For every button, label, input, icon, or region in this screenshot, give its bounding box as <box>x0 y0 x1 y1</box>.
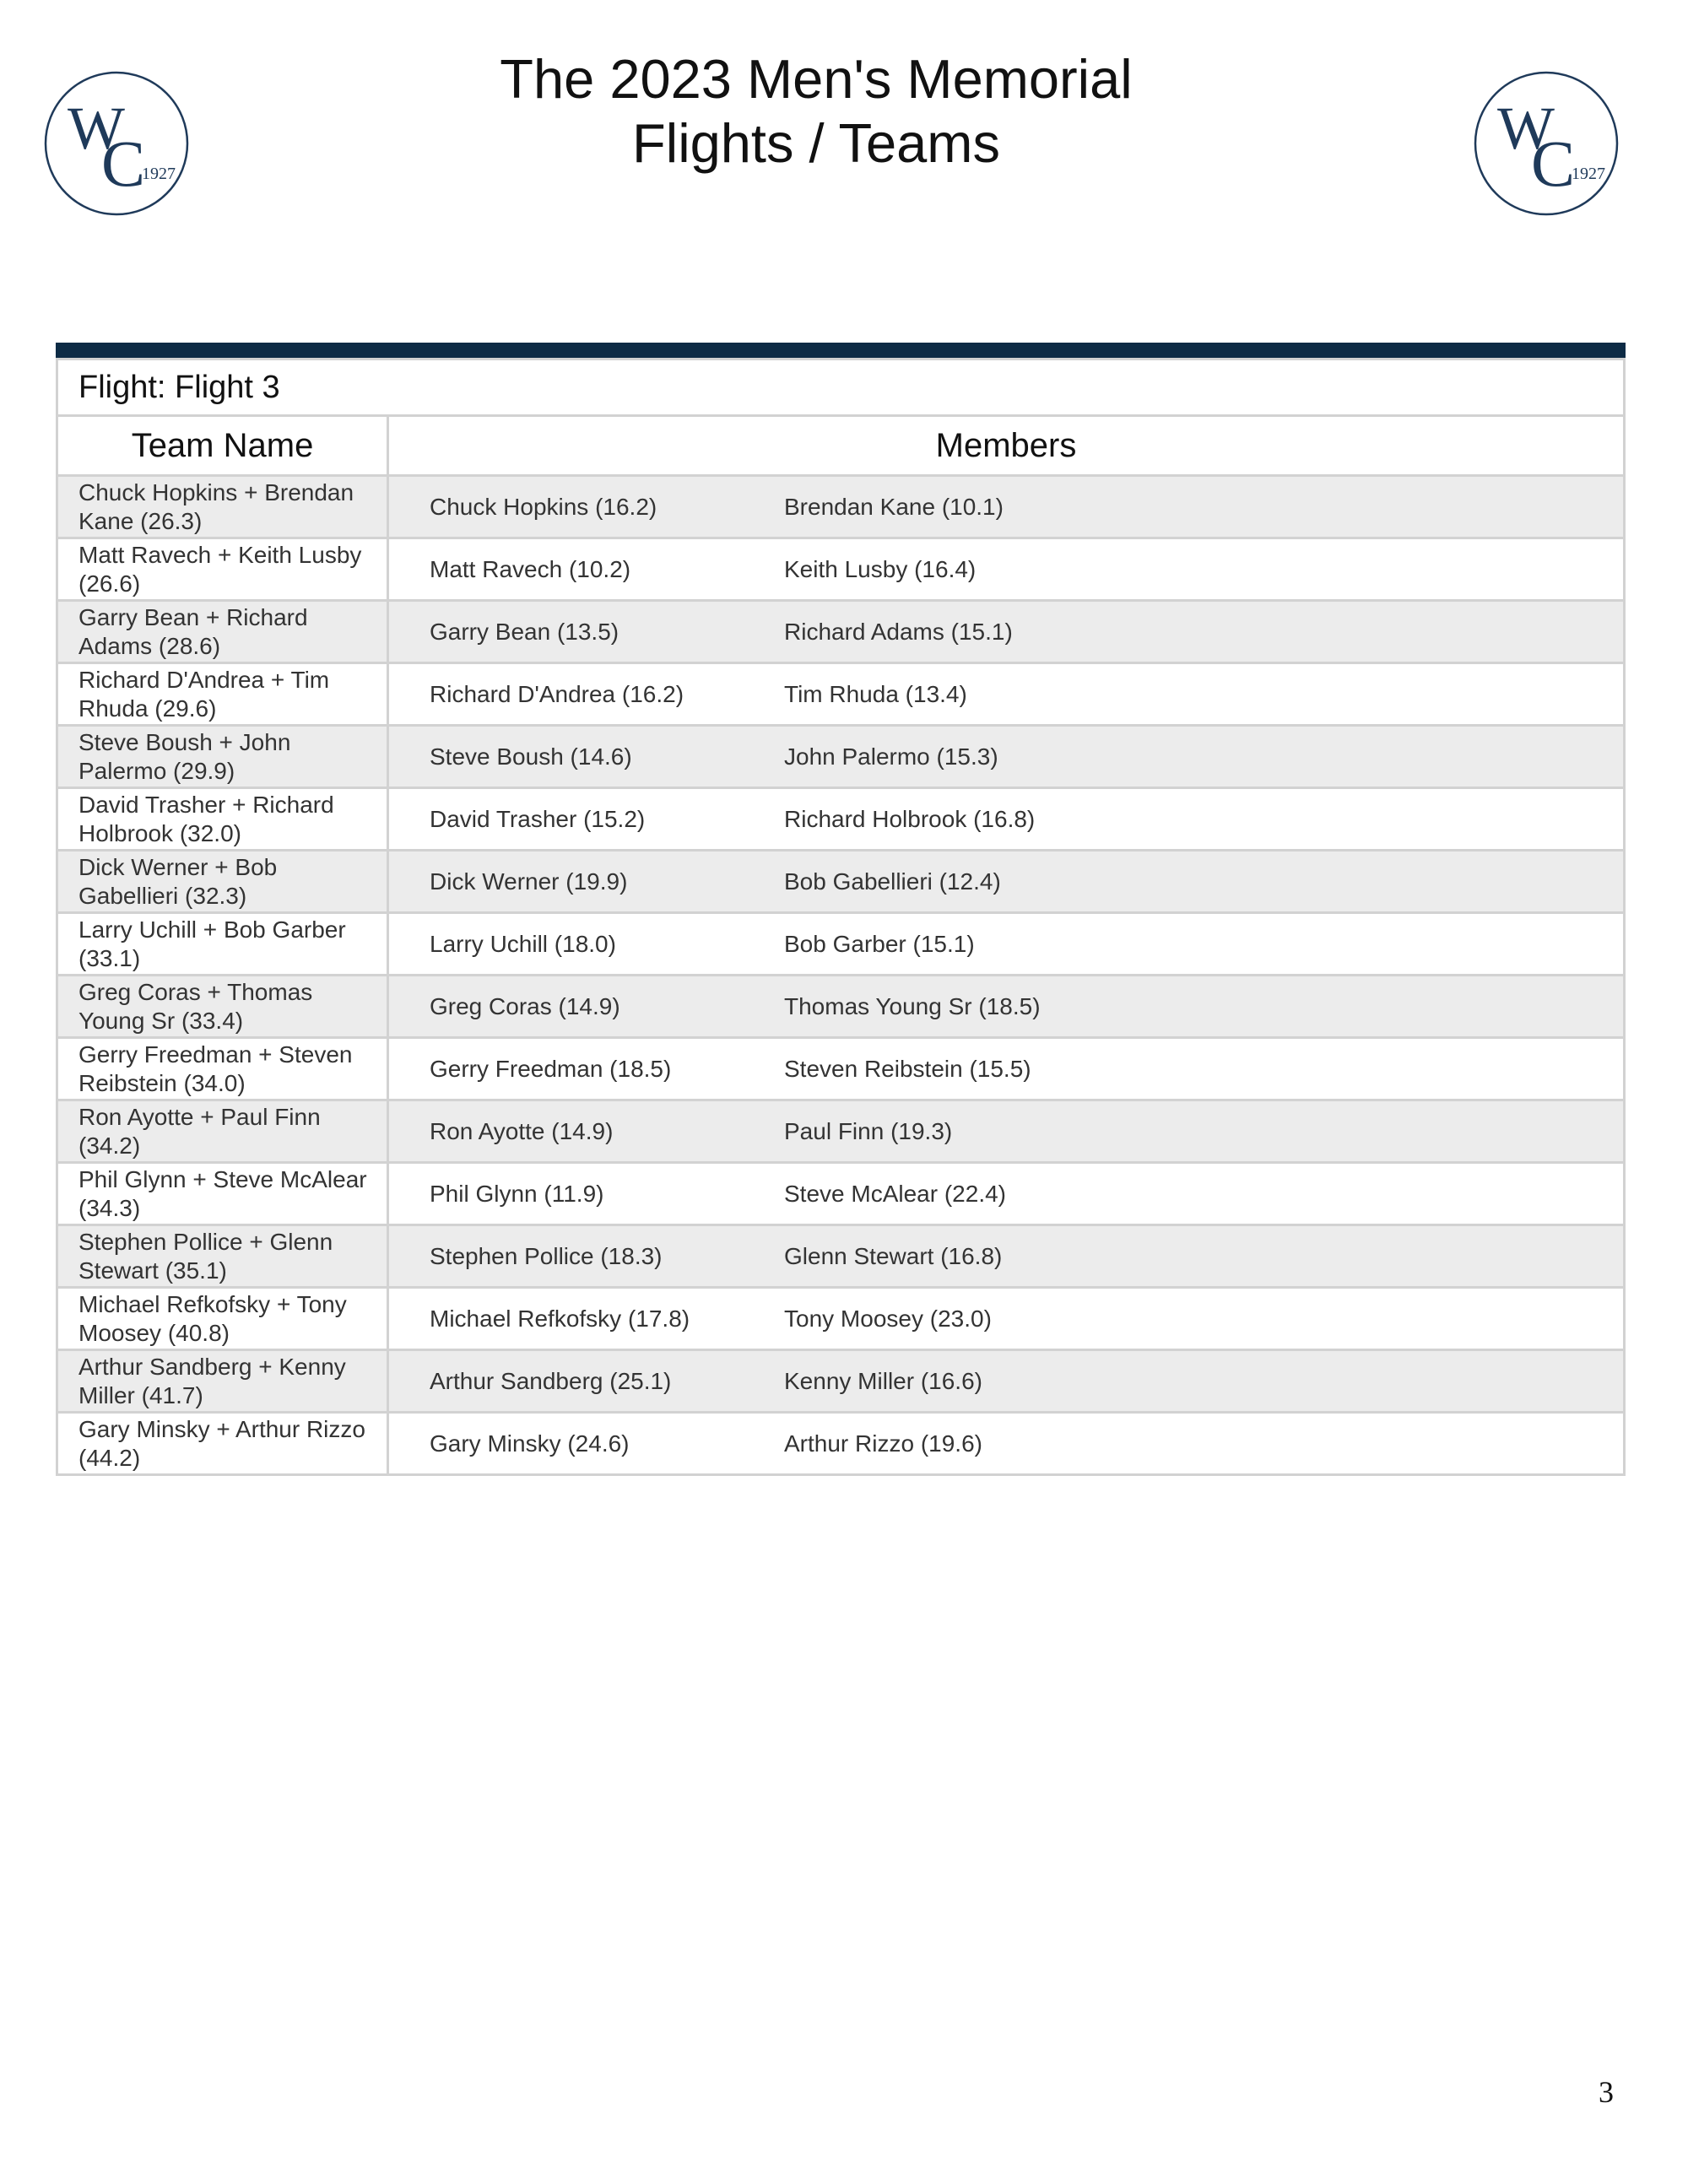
members-pair <box>389 664 1623 724</box>
member-2: Richard Adams (15.1) <box>784 618 1013 645</box>
table-row <box>57 663 1625 726</box>
page-number: 3 <box>1599 2075 1614 2109</box>
team-name-cell: Michael Refkofsky + Tony Moosey (40.8) <box>57 1288 388 1350</box>
members-pair <box>389 539 1623 599</box>
table-row <box>57 1413 1625 1475</box>
member-2: Glenn Stewart (16.8) <box>784 1242 1003 1269</box>
member-2: Tim Rhuda (13.4) <box>784 680 967 707</box>
table-row <box>57 851 1625 913</box>
team-name-cell: Arthur Sandberg + Kenny Miller (41.7) <box>57 1350 388 1413</box>
member-1: Gerry Freedman (18.5) <box>430 1055 672 1082</box>
flight-label: Flight: Flight 3 <box>57 359 1625 416</box>
member-1: Gary Minsky (24.6) <box>430 1430 630 1457</box>
table-top-bar <box>56 343 1626 358</box>
members-cell <box>388 1038 1625 1100</box>
team-name-cell: Larry Uchill + Bob Garber (33.1) <box>57 913 388 976</box>
members-cell <box>388 1163 1625 1225</box>
member-2: Brendan Kane (10.1) <box>784 493 1004 520</box>
team-name-cell: Phil Glynn + Steve McAlear (34.3) <box>57 1163 388 1225</box>
members-pair <box>389 1414 1623 1473</box>
member-2: Richard Holbrook (16.8) <box>784 805 1036 832</box>
members-cell <box>388 1225 1625 1288</box>
members-cell <box>388 788 1625 851</box>
table-header-row <box>57 416 1625 476</box>
page-title <box>0 47 1632 176</box>
member-1: Stephen Pollice (18.3) <box>430 1242 663 1269</box>
member-2: Steve McAlear (22.4) <box>784 1180 1006 1207</box>
member-1: Arthur Sandberg (25.1) <box>430 1367 672 1394</box>
member-2: Steven Reibstein (15.5) <box>784 1055 1031 1082</box>
member-1: Ron Ayotte (14.9) <box>430 1117 614 1144</box>
flight-teams-table <box>56 358 1626 1476</box>
column-header-team-name: Team Name <box>57 416 388 476</box>
member-1: Richard D'Andrea (16.2) <box>430 680 684 707</box>
member-1: Phil Glynn (11.9) <box>430 1180 604 1207</box>
member-2: Thomas Young Sr (18.5) <box>784 992 1041 1019</box>
members-pair <box>389 1226 1623 1286</box>
members-pair <box>389 1039 1623 1099</box>
table-row <box>57 788 1625 851</box>
members-cell <box>388 851 1625 913</box>
members-pair <box>389 602 1623 662</box>
column-header-members: Members <box>388 416 1625 476</box>
member-1: Dick Werner (19.9) <box>430 868 628 895</box>
member-2: Tony Moosey (23.0) <box>784 1305 992 1332</box>
members-pair <box>389 1164 1623 1224</box>
member-1: David Trasher (15.2) <box>430 805 646 832</box>
table-row <box>57 601 1625 663</box>
table-row <box>57 1100 1625 1163</box>
member-1: Chuck Hopkins (16.2) <box>430 493 657 520</box>
table-body <box>57 476 1625 1475</box>
svg-text:W: W <box>68 95 125 162</box>
members-cell <box>388 1288 1625 1350</box>
members-cell <box>388 1350 1625 1413</box>
members-cell <box>388 726 1625 788</box>
flight-table-container <box>56 343 1626 1476</box>
title-line-1: The 2023 Men's Memorial <box>500 48 1133 110</box>
team-name-cell: Matt Ravech + Keith Lusby (26.6) <box>57 538 388 601</box>
member-2: Paul Finn (19.3) <box>784 1117 953 1144</box>
table-row <box>57 1288 1625 1350</box>
members-cell <box>388 1100 1625 1163</box>
members-pair <box>389 477 1623 537</box>
members-cell <box>388 1413 1625 1475</box>
table-row <box>57 1225 1625 1288</box>
members-cell <box>388 601 1625 663</box>
members-pair <box>389 789 1623 849</box>
member-1: Matt Ravech (10.2) <box>430 555 631 582</box>
flight-label-row <box>57 359 1625 416</box>
team-name-cell: David Trasher + Richard Holbrook (32.0) <box>57 788 388 851</box>
member-1: Garry Bean (13.5) <box>430 618 619 645</box>
member-2: Bob Garber (15.1) <box>784 930 975 957</box>
member-2: Bob Gabellieri (12.4) <box>784 868 1001 895</box>
svg-text:C: C <box>101 127 146 200</box>
member-2: John Palermo (15.3) <box>784 743 998 770</box>
members-pair <box>389 914 1623 974</box>
table-row <box>57 538 1625 601</box>
table-row <box>57 1350 1625 1413</box>
team-name-cell: Stephen Pollice + Glenn Stewart (35.1) <box>57 1225 388 1288</box>
svg-text:W: W <box>1497 95 1555 162</box>
member-1: Greg Coras (14.9) <box>430 992 620 1019</box>
members-pair <box>389 727 1623 787</box>
table-row <box>57 1038 1625 1100</box>
members-cell <box>388 663 1625 726</box>
team-name-cell: Gerry Freedman + Steven Reibstein (34.0) <box>57 1038 388 1100</box>
team-name-cell: Garry Bean + Richard Adams (28.6) <box>57 601 388 663</box>
members-pair <box>389 1101 1623 1161</box>
team-name-cell: Ron Ayotte + Paul Finn (34.2) <box>57 1100 388 1163</box>
members-cell <box>388 476 1625 538</box>
member-2: Keith Lusby (16.4) <box>784 555 977 582</box>
team-name-cell: Steve Boush + John Palermo (29.9) <box>57 726 388 788</box>
svg-text:1927: 1927 <box>1572 165 1605 183</box>
team-name-cell: Gary Minsky + Arthur Rizzo (44.2) <box>57 1413 388 1475</box>
member-1: Larry Uchill (18.0) <box>430 930 616 957</box>
team-name-cell: Greg Coras + Thomas Young Sr (33.4) <box>57 976 388 1038</box>
team-name-cell: Dick Werner + Bob Gabellieri (32.3) <box>57 851 388 913</box>
svg-text:C: C <box>1531 127 1576 200</box>
table-row <box>57 913 1625 976</box>
table-row <box>57 1163 1625 1225</box>
table-row <box>57 976 1625 1038</box>
members-pair <box>389 976 1623 1036</box>
members-cell <box>388 538 1625 601</box>
members-cell <box>388 976 1625 1038</box>
members-pair <box>389 1351 1623 1411</box>
member-2: Kenny Miller (16.6) <box>784 1367 982 1394</box>
members-pair <box>389 851 1623 911</box>
member-1: Steve Boush (14.6) <box>430 743 632 770</box>
team-name-cell: Richard D'Andrea + Tim Rhuda (29.6) <box>57 663 388 726</box>
table-row <box>57 476 1625 538</box>
members-cell <box>388 913 1625 976</box>
team-name-cell: Chuck Hopkins + Brendan Kane (26.3) <box>57 476 388 538</box>
member-1: Michael Refkofsky (17.8) <box>430 1305 690 1332</box>
table-row <box>57 726 1625 788</box>
member-2: Arthur Rizzo (19.6) <box>784 1430 982 1457</box>
svg-text:1927: 1927 <box>142 165 176 183</box>
members-pair <box>389 1289 1623 1349</box>
title-line-2: Flights / Teams <box>632 112 1000 174</box>
